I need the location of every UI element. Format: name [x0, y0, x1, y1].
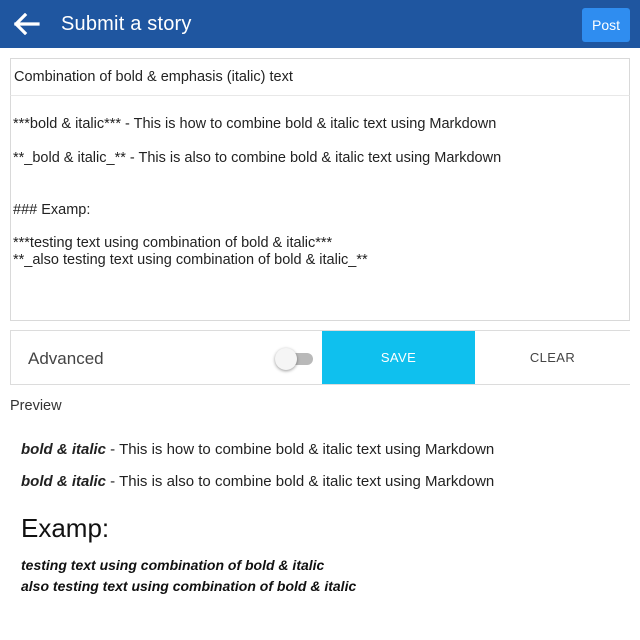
preview-line — [21, 441, 494, 458]
preview-example-line: testing text using combination of bold & italic — [21, 557, 325, 573]
body-line: ***testing text using combination of bold & italic*** — [13, 235, 333, 251]
preview-bold-italic: bold & italic — [21, 473, 107, 490]
preview-label: Preview — [10, 398, 62, 414]
story-title-field[interactable] — [10, 58, 630, 96]
preview-line — [21, 473, 494, 490]
preview-bold-italic: bold & italic — [21, 441, 107, 458]
story-body-field[interactable] — [10, 95, 630, 321]
preview-heading: Examp: — [21, 513, 110, 543]
arrow-left-icon[interactable] — [12, 9, 42, 39]
preview-example-line: also testing text using combination of bold & italic — [21, 578, 357, 594]
body-line: ### Examp: — [13, 202, 91, 218]
action-bar — [10, 330, 630, 385]
post-button[interactable]: Post — [582, 8, 630, 42]
clear-button[interactable]: CLEAR — [475, 331, 630, 384]
story-title-value: Combination of bold & emphasis (italic) text — [14, 69, 293, 85]
body-line: **_also testing text using combination of bold & italic_** — [13, 252, 368, 268]
preview-text: - This is also to combine bold & italic text using Markdown — [106, 473, 495, 490]
advanced-label: Advanced — [28, 349, 104, 368]
body-line: **_bold & italic_** - This is also to combine bold & italic text using Markdown — [13, 150, 502, 166]
page-title: Submit a story — [61, 13, 192, 35]
preview-text: - This is how to combine bold & italic text using Markdown — [106, 441, 495, 458]
app-bar — [0, 0, 640, 48]
toggle-knob — [275, 348, 297, 370]
body-line: ***bold & italic*** - This is how to combine bold & italic text using Markdown — [13, 116, 497, 132]
advanced-toggle[interactable] — [275, 346, 315, 370]
save-button[interactable]: SAVE — [322, 331, 475, 384]
